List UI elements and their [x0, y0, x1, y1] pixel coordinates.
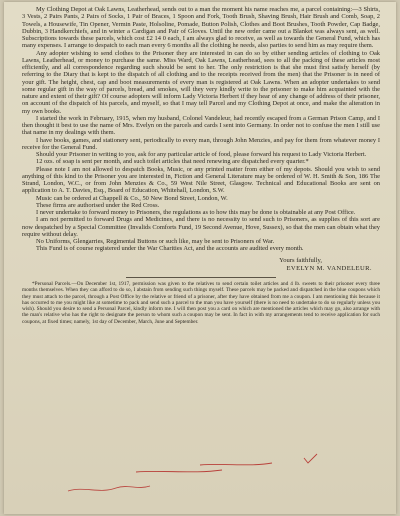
footnote-divider	[126, 277, 276, 278]
paragraph-clothing-depot: My Clothing Depot at Oak Lawns, Leatherhead, sends out to a man the moment his name reaches me, a parcel containing:—3 Shirts, 3 Vests, 2 Pairs Pants, 2 Pairs of Socks, 1 Pair of Braces, 1 Spoon and Fork, Tooth Brush, Shaving Brush, Hair Brush and Comb, Soap, 2 Towels, a Housewife, Tin Opener, Vermin Paste, Holsoline, Pomade, Button Polish, Clothes and Boot Brushes, Tooth Powder, Cap Badge, Dubbin, 3 Handkerchiefs, and in winter a Cardigan and Pair of Gloves. Until the new order came out a Blanket was always sent, as well. Subscriptions towards these parcels, which cost £2 14 0 each, I am always glad to receive, as well as towards the General Fund, which has many expenses. I arrange to despatch to each man every 6 months all the clothing he needs, also parties to send him as may require them.	[22, 6, 380, 50]
letter-body	[22, 6, 380, 325]
footnote	[22, 281, 380, 325]
paragraph-money: I never undertake to forward money to Prisoners, the regulations as to how this may be done is obtainable at any Post Office.	[36, 209, 356, 216]
paragraph-adopters: Any adopter wishing to send clothes to the Prisoner they are interested in can do so by either sending articles of clothing to Oak Lawns, Leatherhead, or money to purchase the same. Miss Ward, Oak Lawns, Leatherhead, sees to all the packing of these articles most efficiently, and all correspondence regarding such should be sent to her. The only restriction is that she must first satisfy herself (by referring to the Diary that is kept to the dispatch of all clothing and to the receipts received from the men) that the Prisoner is in need of your gift. The height, chest, cap and boot measurements of every man is registered at Oak Lawns. When an adopter undertakes to send some regular gift in the way of parcels, bread, and smokes, will they very kindly write to the prisoner to make him acquainted with the nature and extent of their gift? Of course adopters will inform Lady Victoria Herbert if they hear of any change of address of their prisoner, on account of the dispatch of his parcels, and myself, so that I may tell Parcel and my Clothing Depot at once, and make the alteration in my own books.	[22, 49, 380, 115]
red-underline-personal-parcel	[200, 463, 272, 465]
paragraph-history: I started the work in February, 1915, when my husband, Colonel Vandeleur, had recently escaped from a German Prison Camp, and I then thought it best to use the name of Mrs. Evelyn on the parcels and cards I sent into Germany. In order not to confuse the men I still use that name in my dealings with them.	[22, 114, 380, 137]
signature-block	[22, 257, 380, 273]
letter-page	[4, 2, 396, 514]
red-scribble	[68, 486, 150, 491]
paragraph-medicines: I am not permitted to forward Drugs and Medicines, and there is no necessity to send such to Prisoners, as supplies of this sort are now despatched by a Special Committee (Invalids Comforts Fund, 19 Second Avenue, Hove, Sussex), so that the men can obtain what they require without delay.	[22, 216, 380, 238]
closing-line: Yours faithfully,	[279, 256, 322, 264]
paragraph-war-charities: This Fund is of course registered under the War Charities Act, and the accounts are audited every month.	[36, 245, 304, 253]
paragraph-red-cross: These firms are authorised under the Red Cross.	[36, 201, 160, 209]
paragraph-books: I have books, games, and stationery sent, periodically to every man, through John Menzies, and pay for them from whatever money I receive for the General Fund.	[22, 136, 380, 151]
paragraph-music: Music can be ordered at Chappell & Co., 50 New Bond Street, London, W.	[36, 194, 228, 202]
paragraph-food-requests: Should your Prisoner in writing to you, ask for any particular article of food, please forward his request to Lady Victoria Herbert.	[36, 151, 367, 158]
signature-name: EVELYN M. VANDELEUR.	[286, 264, 372, 272]
paragraph-soap: 12 ozs. of soap is sent per month, and such toilet articles that need renewing are dispatched every quarter.*	[36, 158, 309, 166]
paragraph-printed-matter: Please note I am not allowed to despatch Books, Music, or any printed matter from either of my depots. Should you wish to send anything of this kind to the Prisoner you are interested in, Fiction and General Literature may be ordered of W. H. Smith & Son, 186 The Strand, London, W.C., or from John Menzies & Co., 59 West Nile Street, Glasgow. Technical and Educational Books are sent on application to A. T. Davies, Esq., Board of Education, Whitehall, London, S.W.	[22, 165, 380, 195]
red-check-mark	[304, 454, 317, 463]
paragraph-uniforms: No Uniforms, Glengarries, Regimental Buttons or such like, may be sent to Prisoners of War.	[36, 238, 275, 245]
footnote-text: *Personal Parcels.—On December 1st, 1917, permission was given to the relatives to send certain toilet articles and 4 lb. sweets to their prisoner every three months themselves. When they can afford to do so, I abstain from sending such things myself. These parcels may be packed and dispatched in the blue coupons which they must attach to the parcel, through a Post Office by the relative or friend of a prisoner, after they have obtained from me a coupon. I am mentioning this because it has occurred to me you might like at sometime to pack and send such a parcel to the man you have yourself (there is no need to undertake to do so regularly unless you wish). Should you desire to send a Personal Parcel, kindly inform me. I will then post you a card on which are mentioned the articles which may go, also arrange with the man's relative who has the right to designate the person to whom such a coupon may be sent. In fact in with my arrangements tend to receive application for such coupons, at fixed times; namely, 1st day of December, March, June and September.	[22, 280, 380, 325]
red-underline-articles	[136, 470, 222, 472]
